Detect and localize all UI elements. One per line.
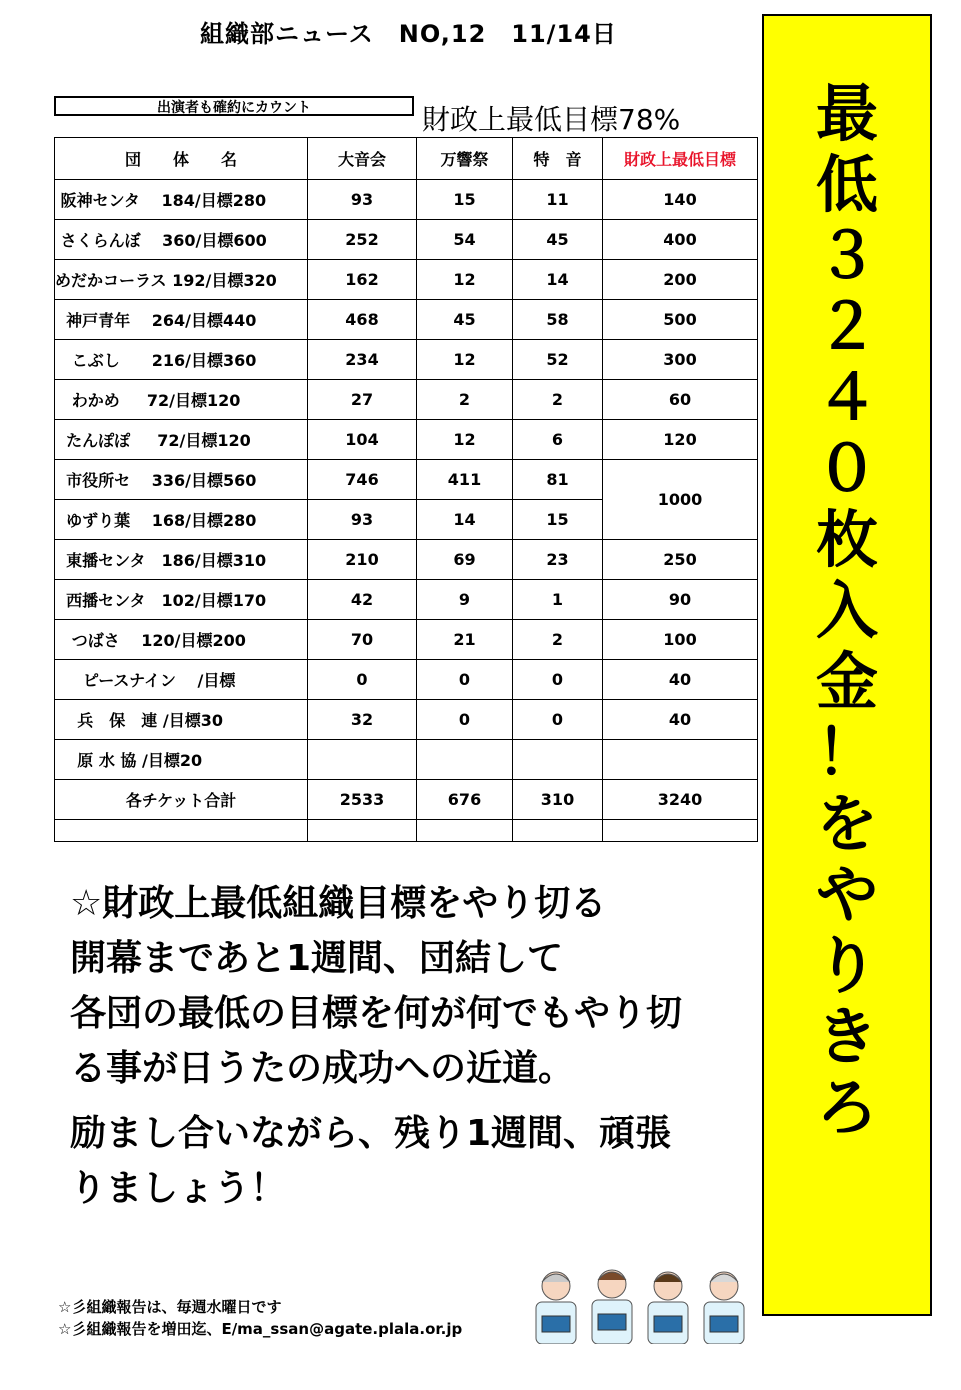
message-line: 励まし合いながら、残り1週間、頑張: [70, 1113, 672, 1154]
total-tokuon: 310: [513, 780, 603, 820]
cell-min-target: 200: [603, 260, 758, 300]
cell-tokuon: 2: [513, 380, 603, 420]
total-min-target: 3240: [603, 780, 758, 820]
message-line: りましょう！: [70, 1168, 287, 1209]
group-name: 阪神センタ 184/目標280: [55, 180, 308, 220]
total-daionkai: 2533: [308, 780, 417, 820]
singing-choir-illustration: [530, 1262, 762, 1344]
group-name: わかめ 72/目標120: [55, 380, 308, 420]
cell-tokuon: [513, 740, 603, 780]
cell-min-target: 140: [603, 180, 758, 220]
cell-tokuon: 23: [513, 540, 603, 580]
cell-tokuon: 45: [513, 220, 603, 260]
cell-daionkai: 746: [308, 460, 417, 500]
message-line: 各団の最低の目標を何が何でもやり切: [70, 993, 683, 1034]
group-name: つばさ 120/目標200: [55, 620, 308, 660]
cell-mankyosai: 14: [417, 500, 513, 540]
cell-tokuon: 6: [513, 420, 603, 460]
message-line: 開幕まであと1週間、団結して: [70, 938, 564, 979]
slogan-char: 金: [815, 645, 878, 718]
slogan-char: ４: [815, 361, 878, 434]
empty-cell: [308, 820, 417, 842]
cell-min-target: 250: [603, 540, 758, 580]
total-mankyosai: 676: [417, 780, 513, 820]
empty-cell: [55, 820, 308, 842]
cell-daionkai: 252: [308, 220, 417, 260]
group-name: 西播センタ 102/目標170: [55, 580, 308, 620]
table-row: [55, 380, 758, 420]
message-block: [70, 876, 750, 1216]
cell-tokuon: 15: [513, 500, 603, 540]
cell-mankyosai: 9: [417, 580, 513, 620]
cell-mankyosai: 12: [417, 260, 513, 300]
table-row: [55, 420, 758, 460]
cell-daionkai: [308, 740, 417, 780]
footer-contact: ☆彡組織報告を増田迄、E/ma_ssan@agate.plala.or.jp: [58, 1320, 463, 1338]
cell-min-target: [603, 740, 758, 780]
group-name: 神戸青年 264/目標440: [55, 300, 308, 340]
cell-mankyosai: 0: [417, 660, 513, 700]
cell-daionkai: 162: [308, 260, 417, 300]
cell-daionkai: 210: [308, 540, 417, 580]
cell-daionkai: 234: [308, 340, 417, 380]
cell-mankyosai: 0: [417, 700, 513, 740]
header-group-name: 団 体 名: [55, 138, 308, 180]
cell-min-target: 90: [603, 580, 758, 620]
cell-tokuon: 58: [513, 300, 603, 340]
message-line: ☆財政上最低組織目標をやり切る: [70, 883, 607, 924]
group-name: 兵 保 連 /目標30: [55, 700, 308, 740]
cell-tokuon: 81: [513, 460, 603, 500]
cell-mankyosai: 15: [417, 180, 513, 220]
singer-figure: [648, 1272, 688, 1344]
note-box: 出演者も確約にカウント: [54, 96, 414, 116]
header-daionkai: 大音会: [308, 138, 417, 180]
group-name: ピースナイン /目標: [55, 660, 308, 700]
singer-figure: [592, 1270, 632, 1344]
cell-mankyosai: 69: [417, 540, 513, 580]
slogan-char: ３: [815, 219, 878, 292]
table-subtitle: 財政上最低目標78%: [422, 103, 681, 136]
slogan-char: ２: [815, 290, 878, 363]
table-row: [55, 260, 758, 300]
group-name: ゆずり葉 168/目標280: [55, 500, 308, 540]
cell-daionkai: 32: [308, 700, 417, 740]
cell-daionkai: 27: [308, 380, 417, 420]
slogan-char: り: [815, 929, 878, 1002]
empty-cell: [603, 820, 758, 842]
cell-daionkai: 93: [308, 180, 417, 220]
slogan-char: 低: [815, 148, 878, 221]
singer-figure: [536, 1272, 576, 1344]
total-label: 各チケット合計: [55, 780, 308, 820]
cell-tokuon: 11: [513, 180, 603, 220]
empty-cell: [513, 820, 603, 842]
cell-min-target: 300: [603, 340, 758, 380]
cell-tokuon: 52: [513, 340, 603, 380]
cell-daionkai: 104: [308, 420, 417, 460]
table-row: [55, 180, 758, 220]
cell-min-target: 60: [603, 380, 758, 420]
ticket-table: [54, 137, 758, 842]
cell-min-target-merged: 1000: [603, 460, 758, 540]
cell-mankyosai: 2: [417, 380, 513, 420]
footer-report-day: ☆彡組織報告は、毎週水曜日です: [58, 1298, 282, 1316]
cell-min-target: 40: [603, 660, 758, 700]
slogan-char: 入: [815, 574, 878, 647]
slogan-char: 最: [815, 77, 878, 150]
table-row: [55, 700, 758, 740]
cell-min-target: 120: [603, 420, 758, 460]
cell-daionkai: 93: [308, 500, 417, 540]
table-row: [55, 540, 758, 580]
slogan-char: き: [815, 1000, 878, 1073]
footer: [58, 1296, 462, 1340]
group-name: さくらんぼ 360/目標600: [55, 220, 308, 260]
slogan-char: を: [815, 787, 878, 860]
slogan-char: 枚: [815, 503, 878, 576]
group-name: 原 水 協 /目標20: [55, 740, 308, 780]
cell-daionkai: 42: [308, 580, 417, 620]
group-name: 市役所セ 336/目標560: [55, 460, 308, 500]
cell-mankyosai: [417, 740, 513, 780]
cell-daionkai: 468: [308, 300, 417, 340]
cell-tokuon: 0: [513, 700, 603, 740]
slogan-banner: [762, 14, 932, 1316]
table-header-row: [55, 138, 758, 180]
table-row: [55, 340, 758, 380]
header-min-target: 財政上最低目標: [603, 138, 758, 180]
cell-mankyosai: 21: [417, 620, 513, 660]
table-row: [55, 580, 758, 620]
table-row: [55, 660, 758, 700]
cell-mankyosai: 54: [417, 220, 513, 260]
cell-min-target: 100: [603, 620, 758, 660]
cell-tokuon: 2: [513, 620, 603, 660]
message-line: る事が日うたの成功への近道。: [70, 1048, 575, 1089]
table-row: [55, 300, 758, 340]
group-name: たんぽぽ 72/目標120: [55, 420, 308, 460]
cell-mankyosai: 45: [417, 300, 513, 340]
group-name: めだかコーラス 192/目標320: [55, 260, 308, 300]
cell-daionkai: 0: [308, 660, 417, 700]
page-title: 組織部ニュース NO,12 11/14日: [200, 20, 617, 48]
cell-min-target: 400: [603, 220, 758, 260]
cell-mankyosai: 12: [417, 340, 513, 380]
table-total-row: [55, 780, 758, 820]
table-row: [55, 460, 758, 500]
slogan-char: ろ: [815, 1071, 878, 1144]
singer-figure: [704, 1272, 744, 1344]
header-tokuon: 特 音: [513, 138, 603, 180]
slogan-char: ０: [815, 432, 878, 505]
table-empty-row: [55, 820, 758, 842]
table-row: [55, 220, 758, 260]
slogan-text: [764, 78, 930, 1143]
group-name: こぶし 216/目標360: [55, 340, 308, 380]
slogan-char: や: [815, 858, 878, 931]
empty-cell: [417, 820, 513, 842]
cell-min-target: 500: [603, 300, 758, 340]
table-row: [55, 620, 758, 660]
cell-mankyosai: 12: [417, 420, 513, 460]
slogan-char: ！: [815, 716, 878, 789]
cell-tokuon: 14: [513, 260, 603, 300]
cell-min-target: 40: [603, 700, 758, 740]
cell-tokuon: 0: [513, 660, 603, 700]
group-name: 東播センタ 186/目標310: [55, 540, 308, 580]
cell-daionkai: 70: [308, 620, 417, 660]
header-mankyosai: 万響祭: [417, 138, 513, 180]
cell-tokuon: 1: [513, 580, 603, 620]
cell-mankyosai: 411: [417, 460, 513, 500]
table-row: [55, 740, 758, 780]
